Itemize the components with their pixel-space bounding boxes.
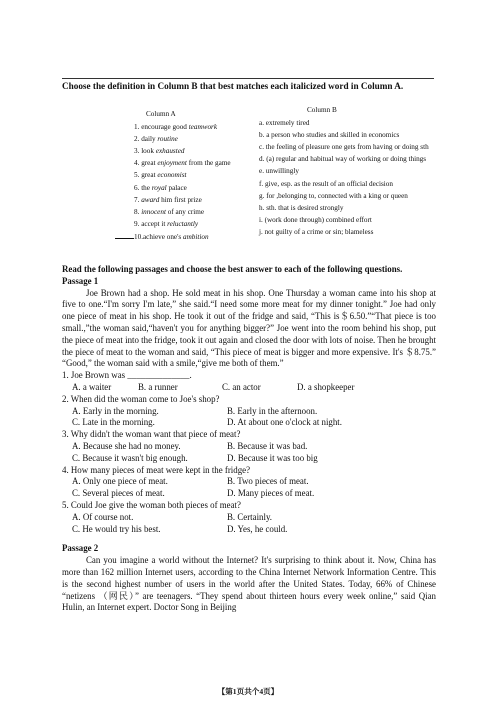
answer-option[interactable]: B. Because it was bad. (227, 440, 308, 451)
column-b (259, 104, 429, 238)
italic-word: ambition (183, 232, 209, 241)
item-text: 9. accept it (134, 219, 168, 228)
passage2-text: Can you imagine a world without the Internet? It's surprising to think about it. Now, China has more than 162 million Internet users, according to the China Internet Network Information Centre. This is the second highest number of users in the world after the United States. Today, 66% of Chinese “netizens （网民）” are teenagers. “They spend about thirteen hours every week online,” said Qian Hulin, an Internet expert. Doctor Song in Beijing (62, 555, 436, 613)
answer-option[interactable]: D. a shopkeeper (297, 381, 355, 392)
passage1-questions (62, 370, 436, 535)
item-text: him first prize (159, 195, 202, 204)
answer-option[interactable]: B. Two pieces of meat. (227, 476, 309, 487)
answer-option[interactable]: A. Early in the morning. (72, 405, 159, 416)
column-b-item: f. give, esp. as the result of an official decision (259, 179, 393, 188)
reading-instruction: Read the following passages and choose the best answer to each of the following questions. (62, 264, 403, 274)
item-text: from the game (186, 159, 231, 168)
column-a-item (115, 230, 231, 243)
column-b-item: h. sth. that is desired strongly (259, 203, 344, 212)
answer-option[interactable]: D. Many pieces of meat. (227, 488, 315, 499)
column-a-item (134, 218, 231, 230)
answer-option[interactable]: B. a runner (138, 381, 178, 392)
answer-option[interactable]: A. Because she had no money. (72, 440, 181, 451)
passage1-title: Passage 1 (62, 275, 99, 286)
answer-option[interactable]: B. Early in the afternoon. (227, 405, 318, 416)
column-a-item (134, 182, 231, 194)
item-text: of any crime (165, 207, 205, 216)
answer-option[interactable]: D. At about one o'clock at night. (227, 417, 342, 428)
header-rule (62, 78, 434, 79)
column-a-item (134, 133, 231, 145)
column-a-item (134, 121, 231, 133)
passage1-text: Joe Brown had a shop. He sold meat in his shop. One Thursday a woman came into his shop at five to one.“I'm sorry I'm late,” she said.“I need some more meat for my dinner tonight.” Joe had only one piece of meat in his shop. He took it out of the fridge and said, “This is＄6.50.”“That piece is too small.,”the woman said,“haven't you for anything bigger?” Joe went into the room behind his shop, put the piece of meat into the fridge, took it out again and closed the door with lots of noise. Then he brought the piece of meat to the woman and said, “This piece of meat is bigger and more expensive. It's ＄8.75.” “Good,” the woman said with a smile,“give me both of them.” (62, 287, 436, 369)
answer-option[interactable]: D. Yes, he could. (227, 523, 288, 534)
page-footer: 【第1页共个4页】 (217, 687, 279, 696)
item-text: 6. the (134, 183, 152, 192)
italic-word: routine (157, 135, 178, 144)
column-a-header: Column A (146, 110, 176, 118)
question-stem: 5. Could Joe give the woman both pieces of meat? (62, 499, 241, 510)
column-b-item: c. the feeling of pleasure one gets from having or doing sth (259, 143, 429, 152)
column-b-item: b. a person who studies and skilled in economics (259, 131, 400, 140)
column-b-header: Column B (307, 106, 337, 114)
item-text: 8. (134, 207, 142, 216)
item-text: 4. great (134, 159, 158, 168)
column-a-item (134, 194, 231, 206)
question-stem: 4. How many pieces of meat were kept in the fridge? (62, 464, 251, 475)
answer-option[interactable]: A. a waiter (72, 381, 112, 392)
column-a-item (134, 157, 231, 169)
italic-word: economist (157, 171, 187, 180)
answer-option[interactable]: C. an actor (222, 381, 261, 392)
answer-option[interactable]: C. Several pieces of meat. (72, 488, 165, 499)
column-a (134, 108, 231, 243)
column-b-item: e. unwillingly (259, 167, 299, 176)
italic-word: reluctantly (167, 219, 199, 228)
question-stem: 3. Why didn't the woman want that piece of meat? (62, 429, 241, 440)
italic-word: enjoyment (157, 159, 187, 168)
item-text: palace (166, 183, 187, 192)
item-text: 7. (134, 195, 142, 204)
column-a-item (134, 169, 231, 181)
column-b-item: j. not guilty of a crime or sin; blameless (259, 227, 374, 236)
passage2-title: Passage 2 (62, 543, 99, 554)
italic-word: award (141, 195, 160, 204)
answer-option[interactable]: C. Because it wasn't big enough. (72, 452, 188, 463)
column-a-item (134, 145, 231, 157)
answer-option[interactable]: A. Only one piece of meat. (72, 476, 168, 487)
answer-option[interactable]: B. Certainly. (227, 511, 273, 522)
italic-word: exhausted (155, 147, 185, 156)
answer-option[interactable]: A. Of course not. (72, 511, 134, 522)
item-text: 1. encourage good (134, 123, 189, 132)
answer-blank[interactable] (115, 230, 134, 239)
item-text: 5. great (134, 171, 158, 180)
column-b-item: i. (work done through) combined effort (259, 215, 372, 224)
italic-word: teamwork (188, 123, 218, 132)
column-b-item: d. (a) regular and habitual way of working or doing things (259, 155, 427, 164)
item-text: 10.achieve one's (134, 232, 183, 241)
answer-option[interactable]: C. Late in the morning. (72, 417, 155, 428)
matching-title: Choose the definition in Column B that best matches each italicized word in Column A. (62, 81, 404, 91)
question-stem: 1. Joe Brown was ______________. (62, 370, 192, 381)
item-text: 2. daily (134, 135, 158, 144)
answer-option[interactable]: D. Because it was too big (227, 452, 318, 463)
column-a-item (134, 206, 231, 218)
italic-word: royal (151, 183, 167, 192)
item-text: 3. look (134, 147, 156, 156)
column-b-item: g. for ,belonging to, connected with a king or queen (259, 191, 408, 200)
reading-section (62, 264, 436, 614)
italic-word: innocent (141, 207, 166, 216)
column-b-item: a. extremely tired (259, 119, 310, 128)
answer-option[interactable]: C. He would try his best. (72, 523, 161, 534)
question-stem: 2. When did the woman come to Joe's shop? (62, 393, 220, 404)
